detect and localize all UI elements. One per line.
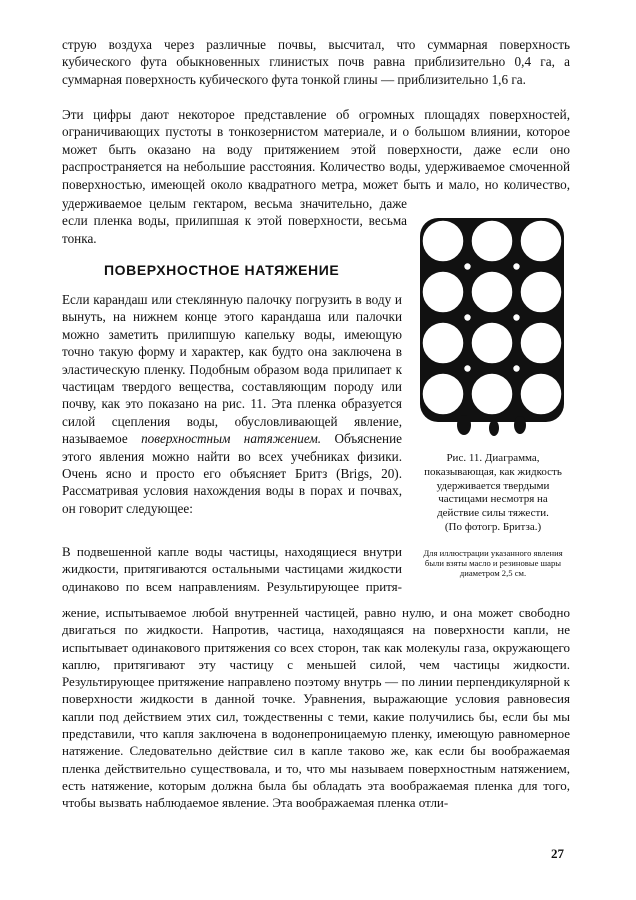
- paragraph-4-text-after: Объяснение этого явления можно найти во всех учебниках физики. Очень ясно и просто его объясняет Бритз (Brigs, 20). Рассматривая условия нахождения воды в порах и почвах, он говорит следующее:: [62, 431, 402, 516]
- figure-note: Для иллюстрации указанного явления были взяты масло и резиновые шары диаметром 2,5 см.: [423, 548, 563, 578]
- term-surface-tension: поверхностным натяжением.: [141, 431, 322, 447]
- ball: [471, 373, 513, 415]
- ball: [422, 373, 464, 415]
- ball: [471, 220, 513, 262]
- paragraph-3: удерживаемое целым гектаром, весьма значительно, даже если пленка воды, прилипшая к этой поверхности, весьма тонка.: [62, 196, 407, 246]
- ball: [422, 322, 464, 364]
- ball: [520, 373, 562, 415]
- figure-credit: (По фотогр. Бритза.): [444, 520, 542, 533]
- ball: [520, 322, 562, 364]
- paragraph-1: струю воздуха через различные почвы, высчитал, что суммарная поверхность кубического фута обыкновенных глинистых почв равна приблизительно 0,4 га, а суммарная поверхность кубического фута тонкой глины — приблизительно 1,6 га.: [62, 37, 570, 87]
- quote-part-2: жение, испытываемое любой внутренней частицей, равно нулю, и она может свободно двигаться по жидкости. Напротив, частица, находящаяся на поверхности капли, не испытывает одинакового притяжения со всех сторон, так как молекулы газа, окружающего каплю, притягивают эту частицу с меньшей силой, чем частицы жидкости. Результирующее притяжение направлено поэтому внутрь — по линии перпендикулярной к поверхности жидкости в данной точке. Уравнения, выражающие условия равновесия капли под действием этих сил, тождественны с теми, какие получились бы, если бы мы представили, что капля заключена в водонепроницаемую пленку, имеющую равномерное натяжение. Следовательно действие сил в капле таково же, как если бы воображаемая пленка действительно существовала, и то, что мы называем поверхностным натяжением, есть натяжение, которым должна была бы обладать эта воображаемая пленка для того, чтобы вызвать наблюдаемое явление. Эта воображаемая пленка отли-: [62, 605, 570, 811]
- ball: [520, 271, 562, 313]
- section-heading: ПОВЕРХНОСТНОЕ НАТЯЖЕНИЕ: [104, 262, 340, 278]
- ball: [422, 271, 464, 313]
- ball: [471, 271, 513, 313]
- ball: [520, 220, 562, 262]
- ball: [422, 220, 464, 262]
- paragraph-2: Эти цифры дают некоторое представление об огромных площадях поверхностей, ограничивающих пустоты в тонкозернистом материале, и о большом влиянии, которое может быть оказано на воду притяжением этой поверхности, даже если оно распространяется на небольшие расстояния. Количество воды, удерживаемое смоченной поверхностью, имеющей около квадратного метра, может быть и мало, но количество,: [62, 107, 570, 192]
- quote-part-1: В подвешенной капле воды частицы, находящиеся внутри жидкости, притягиваются остальными частицами жидкости одинаково по всем направлениям. Результирующее притя-: [62, 544, 402, 594]
- figure-11-sphere-diagram: [412, 212, 574, 440]
- ball: [471, 322, 513, 364]
- paragraph-4-text-before: Если карандаш или стеклянную палочку погрузить в воду и вынуть, на нижнем конце этого карандаша или палочки можно заметить прилипшую капельку воды, имеющую точно такую форму и характер, как будто она заключена в эластическую пленку. Подобным образом вода прилипает к частицам твердого вещества, составляющим породу или почву, как это показано на рис. 11. Эта пленка образуется силой сцепления воды, обусловливающей явление, называемое: [62, 292, 402, 447]
- figure-caption-text: Рис. 11. Диаграмма, показывающая, как жидкость удерживается твердыми частицами несмотря на действие силы тяжести.: [424, 452, 562, 520]
- figure-caption: [418, 452, 568, 535]
- paragraph-4: [62, 291, 402, 517]
- page-number: 27: [551, 846, 564, 861]
